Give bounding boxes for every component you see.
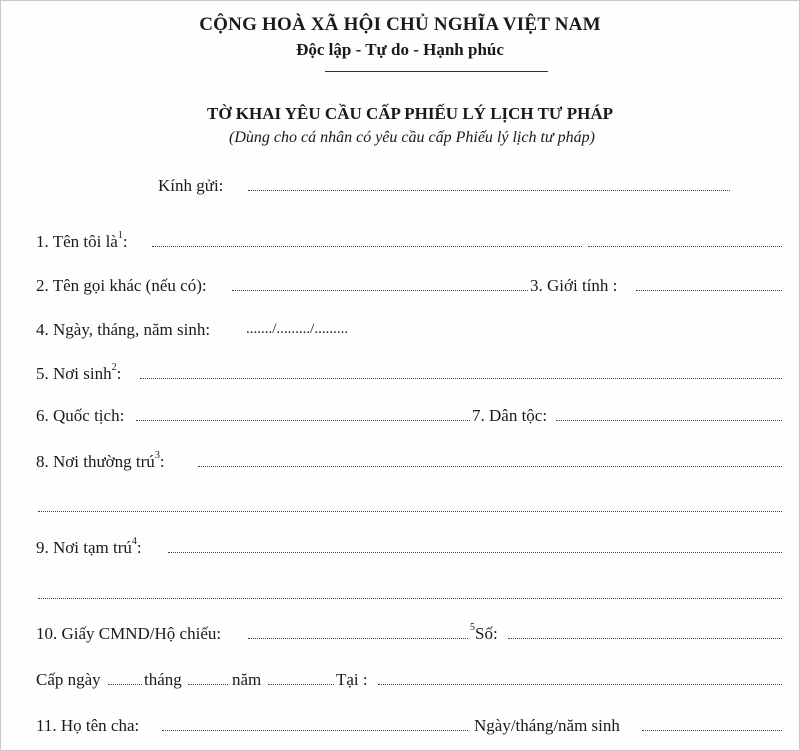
id-label: 10. Giấy CMND/Hộ chiếu:	[36, 624, 222, 643]
issue-row	[36, 670, 782, 694]
alias-field[interactable]	[232, 290, 528, 291]
alias-gender-row	[36, 276, 782, 300]
father-dob-field[interactable]	[642, 730, 782, 731]
form-subtitle: (Dùng cho cá nhân có yêu cầu cấp Phiếu lý lịch tư pháp)	[229, 129, 595, 146]
permanent-field-line2[interactable]	[38, 511, 782, 512]
issue-year-label: năm	[232, 670, 262, 689]
birthplace-label: 5. Nơi $\sinh^2$:	[36, 362, 122, 383]
permanent-label: 8. Nơi thường trú$^3$:	[36, 450, 165, 471]
permanent-row	[36, 452, 782, 476]
nation-heading: CỘNG HOÀ XÃ HỘI CHỦ NGHĨA VIỆT NAM	[199, 14, 601, 35]
alias-label: 2. Tên gọi khác (nếu có):	[36, 276, 207, 295]
temporary-field[interactable]	[168, 552, 782, 553]
motto: Độc lập - Tự do - Hạnh phúc	[296, 40, 504, 59]
dob-field[interactable]: ......./........./.........	[246, 321, 349, 337]
temporary-field-line2[interactable]	[38, 598, 782, 599]
temporary-label: 9. Nơi tạm trú$^4$:	[36, 536, 142, 557]
name-footnote: 1	[117, 230, 123, 241]
father-row	[36, 716, 782, 740]
id-row	[36, 624, 782, 648]
name-label: 1. Tên tôi $là^1$:	[36, 230, 128, 251]
issue-place-field[interactable]	[378, 684, 782, 685]
id-number-field[interactable]	[508, 638, 782, 639]
nationality-field[interactable]	[136, 420, 470, 421]
ethnicity-label: 7. Dân tộc:	[472, 406, 548, 425]
id-type-field[interactable]	[248, 638, 468, 639]
issue-year-field[interactable]	[268, 684, 334, 685]
name-field-extra[interactable]	[588, 246, 782, 247]
addressee-row	[36, 176, 782, 200]
issue-day-label: Cấp ngày	[36, 670, 101, 689]
gender-label: 3. Giới tính :	[530, 276, 618, 295]
issue-month-field[interactable]	[188, 684, 228, 685]
birthplace-footnote: 2	[111, 362, 117, 373]
gender-field[interactable]	[636, 290, 782, 291]
issue-day-field[interactable]	[108, 684, 142, 685]
dob-label: 4. Ngày, tháng, năm sinh:	[36, 320, 211, 339]
birthplace-row	[36, 364, 782, 388]
id-number-label: $^5$Số:	[470, 622, 498, 643]
father-label: 11. Họ tên cha:	[36, 716, 140, 735]
nationality-label: 6. Quốc tịch:	[36, 406, 125, 425]
dob-row	[36, 320, 782, 344]
issue-month-label: tháng	[144, 670, 182, 689]
temporary-footnote: 4	[131, 536, 137, 547]
id-footnote: 5	[470, 622, 475, 633]
nationality-ethnicity-row	[36, 406, 782, 430]
permanent-footnote: 3	[154, 450, 160, 461]
name-row	[36, 232, 782, 256]
birthplace-field[interactable]	[140, 378, 782, 379]
addressee-label: Kính gửi:	[158, 176, 224, 195]
issue-place-label: Tại :	[336, 670, 368, 689]
heading-underline	[325, 71, 548, 72]
name-field[interactable]	[152, 246, 582, 247]
permanent-field[interactable]	[198, 466, 782, 467]
ethnicity-field[interactable]	[556, 420, 782, 421]
addressee-field[interactable]	[248, 190, 730, 191]
father-dob-label: Ngày/tháng/năm sinh	[474, 716, 620, 735]
form-title: TỜ KHAI YÊU CẦU CẤP PHIẾU LÝ LỊCH TƯ PHÁP	[207, 104, 613, 123]
father-name-field[interactable]	[162, 730, 468, 731]
temporary-row	[36, 538, 782, 562]
